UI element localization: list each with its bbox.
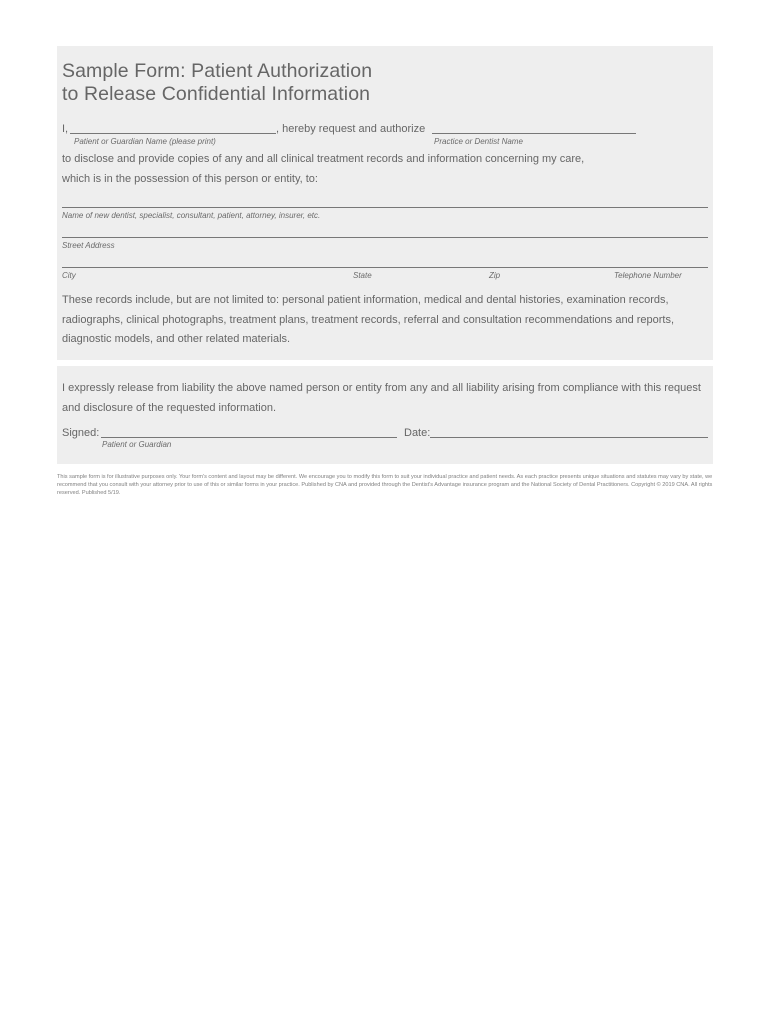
records-paragraph: These records include, but are not limited to: personal patient information, medical and dental histories, examination records, radiographs, clinical photographs, treatment plans, treatment records, referral and consultation recommendations and reports, diagnostic models, and other related materials. [62,294,675,345]
city-label: City [62,271,76,280]
form-title-line1: Sample Form: Patient Authorization [62,60,373,82]
practice-name-label: Practice or Dentist Name [434,137,523,146]
patient-name-label: Patient or Guardian Name (please print) [74,137,216,146]
telephone-label: Telephone Number [614,271,682,280]
disclose-text-line2: which is in the possession of this person or entity, to: [62,173,318,185]
disclose-text-line1: to disclose and provide copies of any and all clinical treatment records and information concerning my care, [62,153,585,165]
zip-label: Zip [489,271,501,280]
form-title-line2: to Release Confidential Information [62,83,371,105]
city-state-zip-phone-field[interactable] [62,267,708,268]
state-label: State [353,271,372,280]
date-field[interactable] [430,437,708,438]
form-title [62,60,372,106]
intro-i-text: I, [62,123,69,135]
signer-label: Patient or Guardian [102,440,172,449]
release-paragraph: I expressly release from liability the above named person or entity from any and all liability arising from compliance with this request and disclosure of the requested information. [62,382,701,414]
signature-field[interactable] [101,437,397,438]
signed-label: Signed: [62,427,100,439]
patient-name-field[interactable] [70,133,276,134]
practice-name-field[interactable] [432,133,636,134]
street-address-field[interactable] [62,237,708,238]
recipient-name-field[interactable] [62,207,708,208]
street-address-label: Street Address [62,241,115,250]
date-label: Date: [404,427,431,439]
recipient-name-label: Name of new dentist, specialist, consultant, patient, attorney, insurer, etc. [62,211,321,220]
disclaimer-text: This sample form is for illustrative purposes only. Your form's content and layout may be different. We encourage you to modify this form to suit your individual practice and patient needs. As each practice presents unique situations and statutes may vary by state, we recommend that you consult with your attorney prior to use of this or similar forms in your practice. Published by CNA and provided through the Dentist's Advantage insurance program and the National Society of Dental Practitioners. Copyright © 2019 CNA. All rights reserved. Published 5/19. [57,474,713,496]
intro-request-text: , hereby request and authorize [276,123,426,135]
